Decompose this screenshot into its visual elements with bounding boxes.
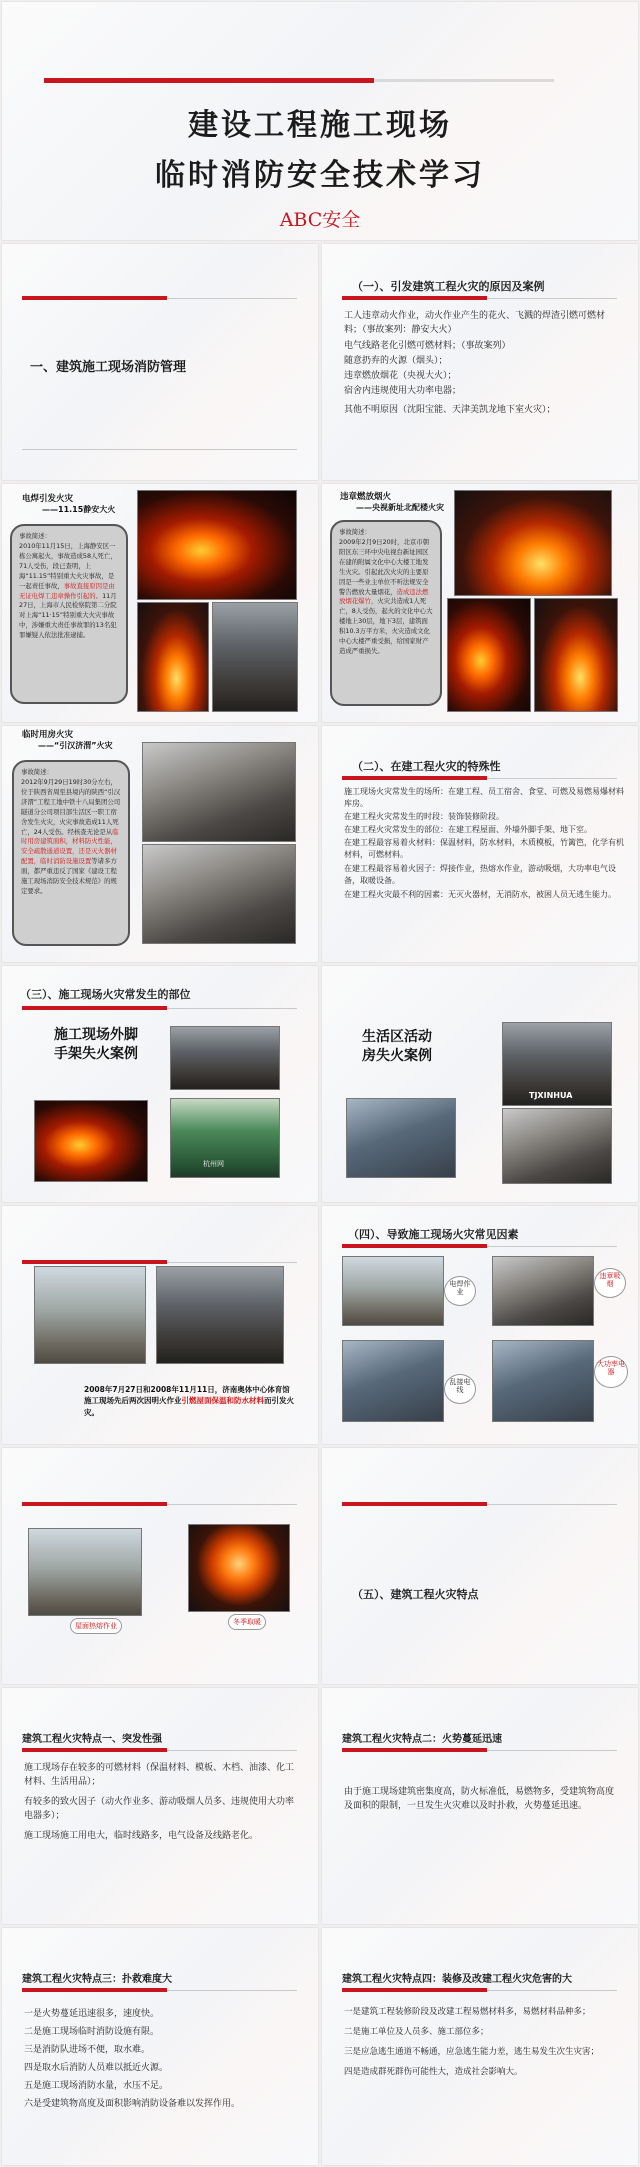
netted-scaffold-photo: [170, 1098, 280, 1178]
burnt-dorm-photo-1: [142, 742, 296, 842]
feature-3-item-3: 三是消防队进场不便，取水难。: [24, 2045, 151, 2055]
cause-item-6: 其他不明原因（沈阳宝能、天津美凯龙地下室火灾）；: [344, 405, 556, 415]
case-caption: [54, 1026, 138, 1064]
feature-3-item-4: 四是取水后消防人员难以抵近火源。: [24, 2063, 169, 2073]
red-bar: [22, 1502, 167, 1506]
callout-text-2: 11月27日，上海市人民检察院第二分院对上海“11·15”特别重大火灾事故中，涉嫌重大责任事故罪的13名犯罪嫌疑人依法批准逮捕。: [19, 591, 117, 640]
case-callout: [12, 760, 130, 946]
night-fire-photo: [454, 490, 612, 596]
callout-text-2: 等诸多方面，都严重违反了国家《建设工程施工现场消防安全技术规范》的规定要求。: [21, 857, 117, 896]
slide-stadium-case: [2, 1206, 318, 1444]
red-bar: [342, 1244, 487, 1248]
title-line-2: 临时消防安全技术学习: [155, 158, 485, 193]
feature-4-item-2: 二是施工单位及人员多、施工部位多；: [344, 2027, 489, 2037]
slide-feature-3: [2, 1928, 318, 2165]
stadium-caption-highlight: 引燃屋面保温和防水材料: [181, 1396, 264, 1406]
slide-factors: [322, 1206, 638, 1444]
grey-bar: [487, 1750, 617, 1751]
stadium-caption-text-2: 而引发火灾。: [84, 1396, 294, 1417]
photo-watermark: 杭州网: [203, 1160, 224, 1168]
feature-3-item-6: 六是受建筑物高度及面积影响消防设备难以发挥作用。: [24, 2099, 241, 2109]
stadium-caption: [84, 1384, 296, 1418]
case-subtitle: ——央视新址北配楼火灾: [356, 503, 444, 512]
slide-feature-2: [322, 1688, 638, 1924]
callout-text-2: 火灾共造成1人死亡，8人受伤，起火的文化中心大楼地上30层，地下3层，建筑面积10.3万平方米，火灾造成文化中心大楼严重受损，给国家财产造成严重损失。: [339, 597, 433, 656]
title-line-1: 建设工程施工现场: [188, 108, 452, 143]
cause-item-4: 违章燃放烟花（央视大火）；: [344, 371, 457, 381]
grey-bar: [167, 1262, 297, 1263]
cause-item-5: 宿舍内违规使用大功率电器；: [344, 386, 462, 396]
grey-bar: [487, 1504, 617, 1505]
case-callout: [330, 520, 442, 706]
burnt-dorm-photo-2: [142, 844, 296, 944]
cause-item-2: 电气线路老化引燃可燃材料；（事故案列）: [344, 341, 511, 351]
slide-causes: [322, 244, 638, 480]
slide-case-jingan: [2, 484, 318, 722]
red-bar: [342, 1988, 487, 1992]
stadium-photo-2: [156, 1266, 284, 1364]
feature-1-item-1: 施工现场存在较多的可燃材料（保温材料、模板、木档、油漆、化工材料、生活用品）；: [24, 1763, 295, 1787]
case-caption-line-2: 手架失火案例: [54, 1045, 138, 1062]
appliance-photo: [492, 1340, 594, 1422]
top-red-bar: [44, 78, 374, 83]
roof-work-photo: [28, 1528, 142, 1616]
feature-4-item-4: 四是造成群死群伤可能性大，造成社会影响大。: [344, 2067, 523, 2077]
red-bar: [342, 1502, 487, 1506]
top-grey-bar: [374, 79, 554, 82]
tag-roof-work: 屋面热熔作业: [70, 1618, 122, 1634]
slide-heading: （四）、导致施工现场火灾常见因素: [348, 1228, 519, 1241]
feature-3-item-5: 五是施工现场消防水量，水压不足。: [24, 2081, 169, 2091]
cause-item-3: 随意扔弃的火源（烟头）；: [344, 356, 448, 366]
scaffold-ruin-photo: [212, 602, 298, 712]
burning-facade-photo: [137, 602, 209, 712]
heater-photo: [188, 1524, 290, 1612]
slide-dorm-cases: [322, 966, 638, 1202]
slide-heading: （一）、引发建筑工程火灾的原因及案例: [352, 280, 545, 293]
callout-highlight: 临时用房建筑面积，材料防火性能，安全疏散通道设置，还是灭火器材配置，临时消防设施设置: [21, 827, 119, 866]
burnt-dorm-photo: [502, 1108, 612, 1184]
callout-head: 事故简述：: [21, 768, 53, 776]
feature-3-item-2: 二是施工现场临时消防设施有限。: [24, 2027, 160, 2037]
particularity-4: 在建工程最容易着火材料：保温材料，防水材料，木质模板，竹篱笆，化学有机材料，可燃材料。: [344, 838, 624, 860]
tower-fire-photo-1: [447, 598, 531, 712]
feature-3-item-1: 一是火势蔓延迅速很多，速度快。: [24, 2009, 160, 2019]
red-bar: [342, 776, 487, 780]
particularity-3: 在建工程火灾常发生的部位：在建工程屋面、外墙外脚手架、地下室。: [344, 825, 592, 834]
slide-heading: 建筑工程火灾特点一、突发性强: [22, 1734, 162, 1745]
bottom-rule: [22, 449, 297, 450]
grey-bar: [167, 298, 297, 299]
slide-scaffold-cases: [2, 966, 318, 1202]
case-caption-line-1: 施工现场外脚: [54, 1027, 138, 1043]
tower-fire-photo-2: [534, 598, 618, 712]
slide-heading: 建筑工程火灾特点三：扑救难度大: [22, 1974, 172, 1985]
callout-text: 2010年11月15日，上海静安区一栋公寓起火，事故造成58人死亡，71人受伤，段已查明，上海“11.15”特别重大火灾事故，是一起责任事故，: [19, 541, 117, 590]
red-bar: [22, 1260, 167, 1264]
slide-factors-2: [2, 1448, 318, 1684]
red-bar: [342, 296, 487, 300]
feature-1-item-3: 施工现场施工用电大，临时线路多，电气设备及线路老化。: [24, 1831, 259, 1841]
slide-heading: 建筑工程火灾特点四：装修及改建工程火灾危害的大: [342, 1974, 572, 1985]
slide-feature-4: [322, 1928, 638, 2165]
stadium-photo-1: [34, 1266, 146, 1364]
burning-tower-photo: [137, 490, 297, 600]
stadium-caption-text: 2008年7月27日和2008年11月11日，济南奥体中心体育馆施工现场先后两次因明火作业: [84, 1385, 290, 1406]
case-callout: [10, 524, 128, 704]
slide-heading: （二）、在建工程火灾的特殊性: [352, 760, 501, 773]
tag-appliance: 大功率电器: [594, 1356, 628, 1388]
photo-watermark: TJXINHUA: [529, 1091, 573, 1100]
slide-heading: 建筑工程火灾特点二：火势蔓延迅速: [342, 1734, 502, 1745]
case-caption-line-1: 生活区活动: [362, 1029, 432, 1045]
slide-feature-1: [2, 1688, 318, 1924]
cigarette-photo: [492, 1256, 594, 1326]
particularity-2: 在建工程火灾常发生的时段：装饰装修阶段。: [344, 812, 504, 821]
dorm-smoke-photo: [502, 1022, 612, 1106]
feature-1-item-2: 有较多的致火因子（动火作业多、游动吸烟人员多、违规使用大功率电器多）；: [24, 1797, 295, 1821]
grey-bar: [167, 1504, 297, 1505]
grey-bar: [487, 778, 617, 779]
firefighters-photo: [346, 1098, 456, 1178]
scaffold-smoke-photo: [170, 1026, 280, 1090]
callout-highlight: 造成违法燃放烟花爆竹，: [339, 587, 429, 606]
tag-wiring: 乱接电线: [444, 1374, 476, 1404]
scaffold-fire-photo: [34, 1100, 148, 1182]
grey-bar: [487, 1246, 617, 1247]
red-bar: [22, 1988, 167, 1992]
grey-bar: [487, 298, 617, 299]
feature-4-item-3: 三是应急逃生通道不畅通，应急逃生能力差，逃生易发生次生灾害；: [344, 2047, 600, 2057]
welding-photo: [342, 1256, 444, 1326]
case-subtitle: ——“引汉济渭”火灾: [38, 741, 113, 750]
particularity-5: 在建工程最容易着火因子：焊接作业，热熔水作业，游动吸烟，大功率电气设备，取暖设备。: [344, 864, 616, 886]
grey-bar: [167, 1990, 297, 1991]
tag-heater: 冬季取暖: [228, 1614, 266, 1630]
slide-case-cctv: [322, 484, 638, 722]
case-subtitle: ——11.15静安大火: [42, 505, 116, 514]
tag-welding: 电焊作业: [444, 1276, 476, 1306]
callout-head: 事故简述：: [339, 528, 371, 536]
grey-bar: [487, 1990, 617, 1991]
slide-case-dorm: [2, 726, 318, 962]
tag-smoking: 违章吸烟: [594, 1268, 626, 1298]
feature-4-item-1: 一是建筑工程装修阶段及改建工程易燃材料多，易燃材料品种多；: [344, 2007, 591, 2017]
feature-2-item-1: 由于施工现场建筑密集度高，防火标准低，易燃物多，受建筑物高度及面积的限制，一旦发生火灾难以及时扑救，火势蔓延迅速。: [344, 1787, 615, 1811]
cause-item-1: 工人违章动火作业，动火作业产生的花火、飞溅的焊渣引燃可燃材料；（事故案列：静安大火）: [344, 311, 606, 335]
case-title: 电焊引发火灾: [22, 494, 74, 504]
red-bar: [22, 296, 167, 300]
slide-heading: （三）、施工现场火灾常发生的部位: [20, 988, 191, 1001]
red-bar: [22, 1748, 167, 1752]
case-caption-line-2: 房失火案例: [362, 1047, 432, 1064]
callout-text: 2009年2月9日20时，北京市朝阳区东三环中央电视台新址园区在建的附属文化中心大楼工地发生火灾。引起此次火灾的主要原因是一些业主单位不听法规安全警告燃放大量烟花，: [339, 537, 430, 596]
case-title: 违章燃放烟火: [340, 492, 392, 502]
slide-title: [2, 2, 638, 240]
section-heading: （五）、建筑工程火灾特点: [352, 1588, 479, 1601]
grey-bar: [167, 1750, 297, 1751]
callout-text: 2012年9月29日19时30分左右，位于陕西省周至县境内的陕西“引汉济渭”工程工地中铁十八局集团公司隧道分公司项目部生活区一职工宿舍发生火灾，火灾事故造成11人死亡，24人受伤。经核查无论是从: [21, 777, 121, 836]
slide-section-1: [2, 244, 318, 480]
wiring-photo: [342, 1340, 444, 1422]
particularity-6: 在建工程火灾最不利的因素：无灭火器材，无消防水，被困人员无逃生能力。: [344, 890, 616, 899]
particularity-1: 施工现场火灾常发生的场所：在建工程、员工宿舍、食堂、可燃及易燃易爆材料库房。: [344, 787, 624, 809]
callout-highlight: 事故直接原因是由无证电焊工违章操作引起的。: [19, 581, 115, 600]
slide-section-5: [322, 1448, 638, 1684]
case-title: 临时用房火灾: [22, 730, 74, 740]
red-bar: [22, 1006, 167, 1010]
red-bar: [342, 1748, 487, 1752]
grey-bar: [167, 1008, 297, 1009]
subtitle: ABC安全: [279, 209, 361, 231]
section-heading: 一、建筑施工现场消防管理: [30, 360, 187, 375]
callout-head: 事故简述：: [19, 532, 51, 540]
slide-particularity: [322, 726, 638, 962]
case-caption: [362, 1028, 432, 1066]
